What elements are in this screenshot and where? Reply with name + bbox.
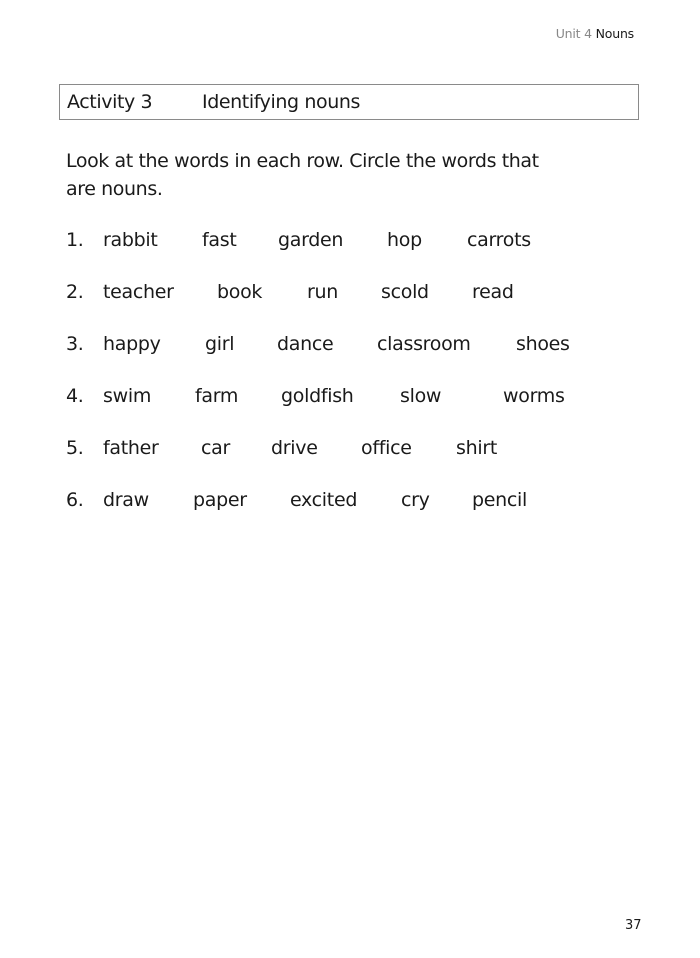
row-index: 3.: [66, 333, 84, 355]
word[interactable]: farm: [195, 385, 239, 407]
word[interactable]: swim: [103, 385, 152, 407]
word[interactable]: book: [217, 281, 263, 303]
word[interactable]: office: [361, 437, 412, 459]
page-number: 37: [625, 918, 642, 933]
word[interactable]: happy: [103, 333, 161, 355]
word-row-1: [0, 229, 700, 259]
word[interactable]: scold: [381, 281, 429, 303]
word[interactable]: hop: [387, 229, 422, 251]
word-row-6: [0, 489, 700, 519]
word[interactable]: teacher: [103, 281, 174, 303]
unit-label: Unit 4: [555, 26, 592, 41]
word[interactable]: pencil: [472, 489, 527, 511]
word[interactable]: read: [472, 281, 514, 303]
word[interactable]: excited: [290, 489, 358, 511]
word[interactable]: dance: [277, 333, 334, 355]
word[interactable]: carrots: [467, 229, 531, 251]
row-index: 6.: [66, 489, 84, 511]
word[interactable]: rabbit: [103, 229, 158, 251]
row-index: 1.: [66, 229, 84, 251]
instructions: Look at the words in each row. Circle the words that are nouns.: [66, 150, 539, 200]
word[interactable]: cry: [401, 489, 430, 511]
word-row-5: [0, 437, 700, 467]
row-index: 4.: [66, 385, 84, 407]
page-header: [556, 26, 634, 41]
word[interactable]: paper: [193, 489, 247, 511]
word-row-2: [0, 281, 700, 311]
word[interactable]: girl: [205, 333, 235, 355]
topic-label: Nouns: [595, 26, 634, 41]
word[interactable]: shoes: [516, 333, 570, 355]
word[interactable]: worms: [503, 385, 565, 407]
word-row-3: [0, 333, 700, 363]
row-index: 5.: [66, 437, 84, 459]
word[interactable]: run: [307, 281, 338, 303]
activity-number: Activity 3: [67, 91, 153, 113]
word[interactable]: slow: [400, 385, 442, 407]
activity-title-box: [59, 84, 639, 120]
word[interactable]: drive: [271, 437, 318, 459]
word[interactable]: classroom: [377, 333, 471, 355]
word[interactable]: goldfish: [281, 385, 354, 407]
activity-title: Identifying nouns: [202, 91, 360, 113]
word[interactable]: garden: [278, 229, 344, 251]
row-index: 2.: [66, 281, 84, 303]
word[interactable]: fast: [202, 229, 237, 251]
word-row-4: [0, 385, 700, 415]
word[interactable]: car: [201, 437, 231, 459]
word[interactable]: father: [103, 437, 159, 459]
word[interactable]: draw: [103, 489, 149, 511]
word[interactable]: shirt: [456, 437, 497, 459]
